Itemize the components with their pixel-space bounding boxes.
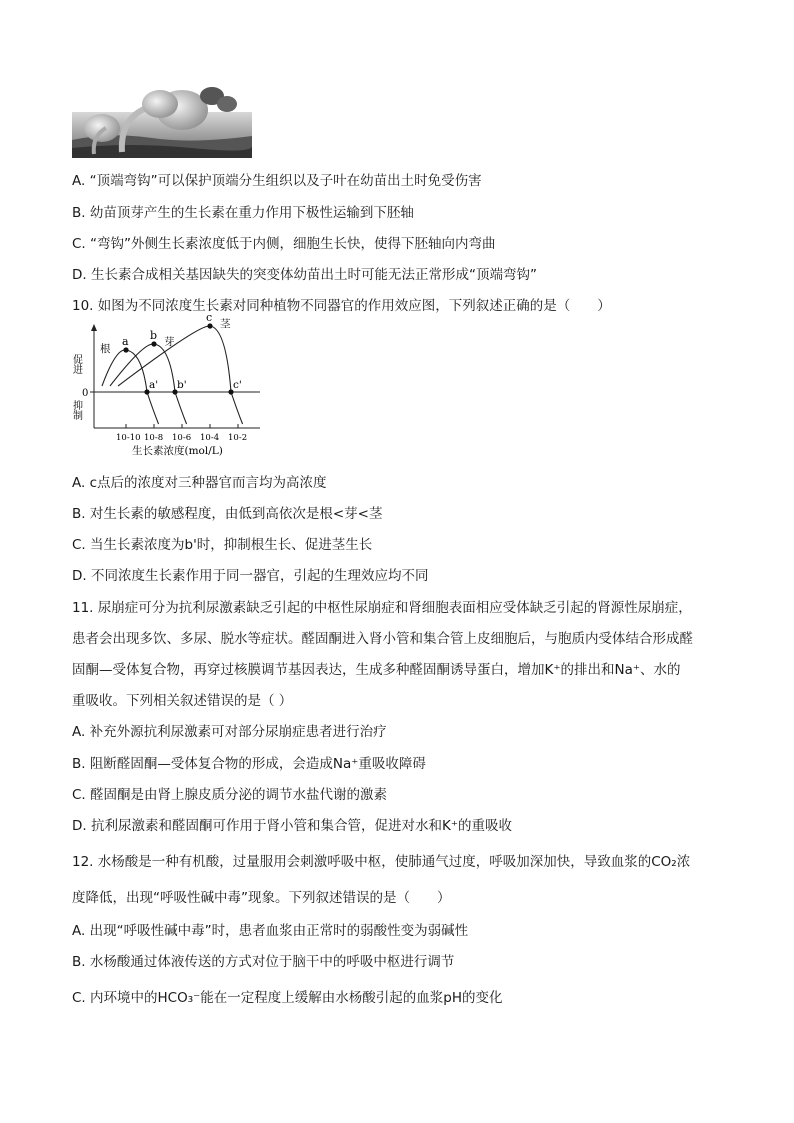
q9-option-b: B. 幼苗顶芽产生的生长素在重力作用下极性运输到下胚轴 (72, 205, 414, 221)
q10-option-a: A. c点后的浓度对三种器官而言均为高浓度 (72, 475, 327, 491)
q10-stem: 10. 如图为不同浓度生长素对同种植物不同器官的作用效应图，下列叙述正确的是（ ） (72, 298, 611, 314)
q11-stem-line-4: 重吸收。下列相关叙述错误的是（ ） (72, 693, 293, 709)
x-tick-label: 10-4 (200, 433, 220, 443)
q12-stem-line-2: 度降低，出现“呼吸性碱中毒”现象。下列叙述错误的是（ ） (72, 890, 451, 906)
q11-option-b: B. 阻断醛固酮—受体复合物的形成，会造成Na⁺重吸收障碍 (72, 756, 426, 772)
q11-option-a: A. 补充外源抗利尿激素可对部分尿崩症患者进行治疗 (72, 724, 387, 740)
q10-option-d: D. 不同浓度生长素作用于同一器官，引起的生理效应均不同 (72, 568, 429, 584)
series-name-label: 根 (100, 343, 111, 355)
peak-point-c (207, 323, 212, 328)
cross-label: a' (149, 379, 159, 391)
x-tick-label: 10-10 (116, 433, 141, 443)
q11-stem-line-3: 固酮—受体复合物，再穿过核膜调节基因表达，生成多种醛固酮诱导蛋白，增加K⁺的排出和Na⁺、水的 (72, 662, 681, 678)
x-axis-label: 生长素浓度(mol/L) (132, 445, 223, 457)
series-curve-茎 (118, 326, 243, 424)
q10-option-b: B. 对生长素的敏感程度，由低到高依次是根<芽<茎 (72, 506, 383, 522)
q11-option-d: D. 抗利尿激素和醛固酮可作用于肾小管和集合管，促进对水和K⁺的重吸收 (72, 818, 512, 834)
q10-option-c: C. 当生长素浓度为b'时，抑制根生长、促进茎生长 (72, 537, 373, 553)
peak-label: a (122, 335, 129, 348)
y-label-promote: 促进 (70, 354, 82, 374)
seedling-hook-photo (72, 82, 252, 158)
q12-option-b: B. 水杨酸通过体液传送的方式对位于脑干中的呼吸中枢进行调节 (72, 954, 455, 970)
q9-option-c: C. “弯钩”外侧生长素浓度低于内侧，细胞生长快，使得下胚轴向内弯曲 (72, 236, 496, 252)
peak-label: c (206, 311, 213, 324)
cross-label: b' (177, 379, 187, 391)
zero-label: 0 (82, 388, 89, 399)
q12-option-c: C. 内环境中的HCO₃⁻能在一定程度上缓解由水杨酸引起的血浆pH的变化 (72, 990, 503, 1006)
q12-option-a: A. 出现“呼吸性碱中毒”时，患者血浆由正常时的弱酸性变为弱碱性 (72, 923, 469, 939)
q11-option-c: C. 醛固酮是由肾上腺皮质分泌的调节水盐代谢的激素 (72, 787, 388, 803)
y-axis-arrow (91, 324, 97, 331)
peak-point-b (151, 341, 156, 346)
peak-label: b (150, 329, 158, 342)
q9-option-d: D. 生长素合成相关基因缺失的突变体幼苗出土时可能无法正常形成“顶端弯钩” (72, 267, 537, 283)
q9-option-a: A. “顶端弯钩”可以保护顶端分生组织以及子叶在幼苗出土时免受伤害 (72, 173, 482, 189)
peak-point-a (123, 347, 128, 352)
q12-stem-line-1: 12. 水杨酸是一种有机酸，过量服用会刺激呼吸中枢，使肺通气过度，呼吸加深加快，导致血浆的CO₂浓 (72, 854, 691, 870)
series-name-label: 芽 (164, 336, 175, 348)
series-name-label: 茎 (220, 318, 231, 330)
x-tick-label: 10-2 (228, 433, 248, 443)
cross-label: c' (233, 379, 242, 391)
x-tick-label: 10-6 (172, 433, 192, 443)
x-tick-label: 10-8 (144, 433, 164, 443)
y-label-inhibit: 抑制 (70, 400, 82, 420)
q11-stem-line-1: 11. 尿崩症可分为抗利尿激素缺乏引起的中枢性尿崩症和肾细胞表面相应受体缺乏引起的肾源性尿崩症， (72, 600, 692, 616)
q11-stem-line-2: 患者会出现多饮、多尿、脱水等症状。醛固酮进入肾小管和集合管上皮细胞后，与胞质内受体结合形成醛 (72, 631, 693, 647)
auxin-effect-chart (68, 311, 268, 462)
